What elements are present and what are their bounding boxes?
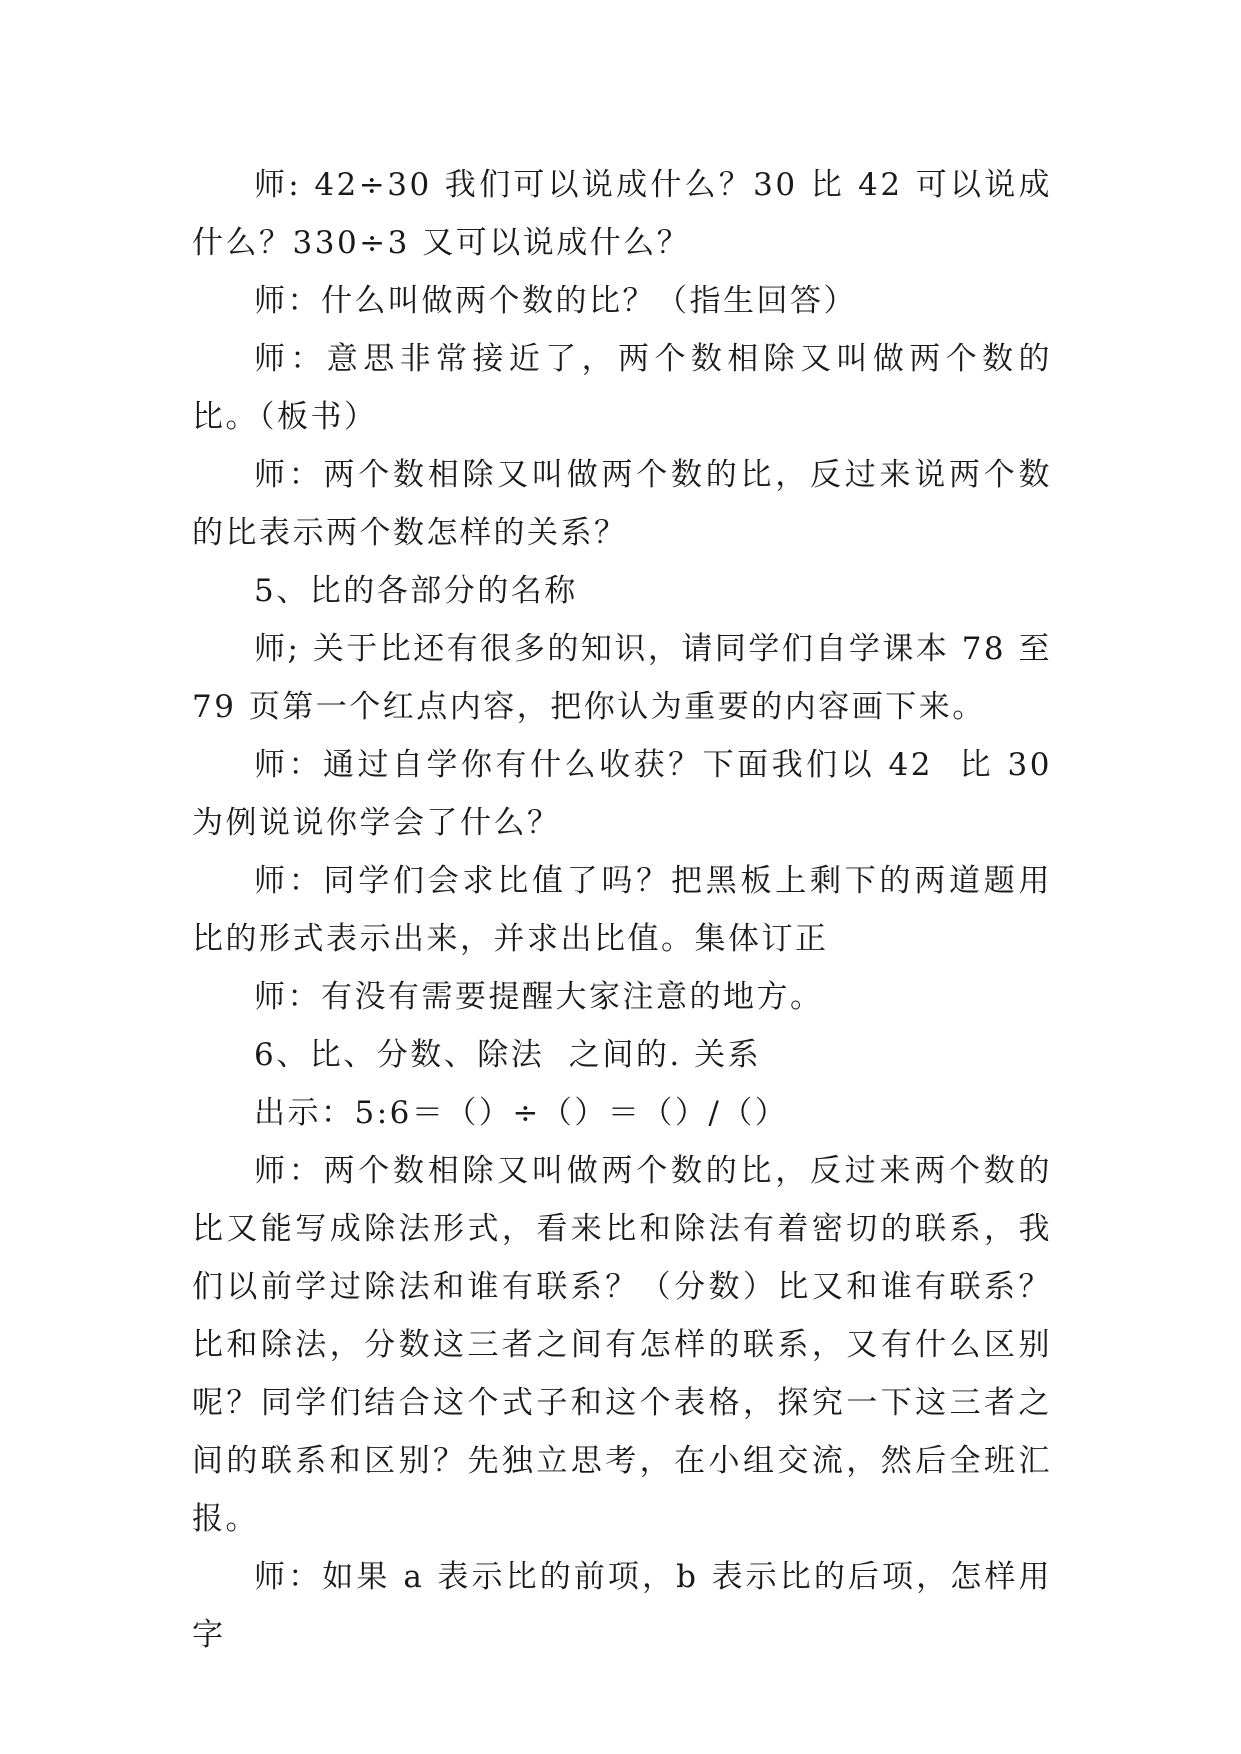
paragraph-ratio-relation: 师：两个数相除又叫做两个数的比，反过来说两个数的比表示两个数怎样的关系？	[192, 457, 1052, 551]
paragraph-self-study: 师; 关于比还有很多的知识，请同学们自学课本 78 至 79 页第一个红点内容，把你认为重要的内容画下来。	[192, 631, 1065, 725]
paragraph-show-expression: 出示：5:6＝（）÷（）＝（）/（）	[254, 1095, 789, 1131]
section-heading-ratio-fraction-division: 6、比、分数、除法 之间的. 关系	[254, 1037, 762, 1073]
paragraph-ratio-definition: 师：意思非常接近了，两个数相除又叫做两个数的比。（板书）	[192, 341, 1052, 435]
paragraph-relation-discussion: 师：两个数相除又叫做两个数的比，反过来两个数的比又能写成除法形式，看来比和除法有着密切的联系，我们以前学过除法和谁有联系？（分数）比又和谁有联系？比和除法，分数这三者之间有怎样的联系，又有什么区别呢？同学们结合这个式子和这个表格，探究一下这三者之间的联系和区别？先独立思考，在小组交流，然后全班汇报。	[192, 1153, 1052, 1537]
paragraph-teacher-question-42-30: 师: 42÷30 我们可以说成什么？30 比 42 可以说成什么？330÷3 又可以说成什么？	[192, 167, 1052, 261]
paragraph-ratio-value: 师：同学们会求比值了吗？把黑板上剩下的两道题用比的形式表示出来，并求出比值。集体订正	[192, 863, 1052, 957]
paragraph-letter-notation: 师：如果 a 表示比的前项，b 表示比的后项，怎样用字	[192, 1559, 1052, 1653]
paragraph-what-is-ratio: 师：什么叫做两个数的比？（指生回答）	[254, 283, 857, 319]
paragraph-self-study-gains: 师：通过自学你有什么收获？下面我们以 42 比 30 为例说说你学会了什么？	[192, 747, 1077, 841]
paragraph-attention-points: 师：有没有需要提醒大家注意的地方。	[254, 979, 824, 1015]
section-heading-ratio-parts: 5、比的各部分的名称	[254, 573, 578, 609]
document-body	[192, 156, 1077, 1664]
